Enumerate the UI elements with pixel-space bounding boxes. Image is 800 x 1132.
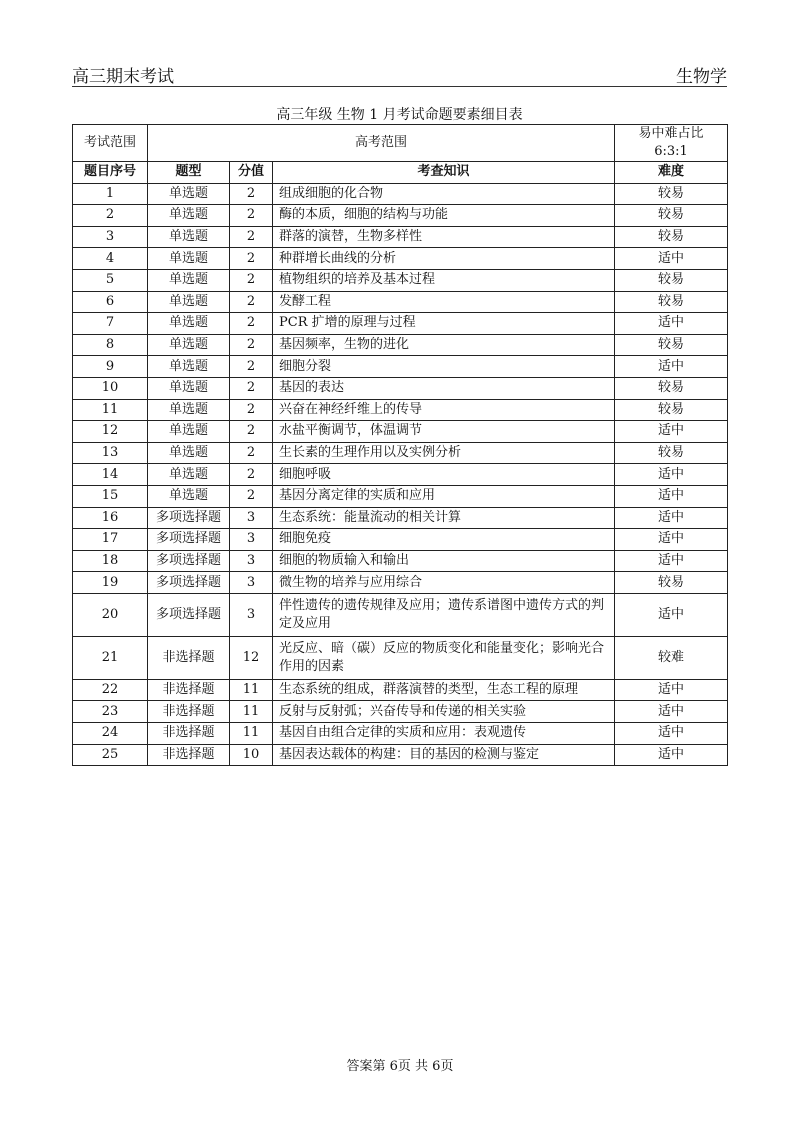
question-no: 7 [73, 313, 148, 335]
question-score: 2 [230, 377, 273, 399]
question-knowledge: 基因频率，生物的进化 [273, 334, 615, 356]
question-no: 12 [73, 421, 148, 443]
question-no: 2 [73, 205, 148, 227]
question-type: 单选题 [148, 313, 230, 335]
question-score: 2 [230, 269, 273, 291]
question-type: 单选题 [148, 183, 230, 205]
scope-label: 考试范围 [73, 125, 148, 162]
exam-name: 高三期末考试 [72, 67, 174, 87]
question-knowledge: PCR 扩增的原理与过程 [273, 313, 615, 335]
question-knowledge: 基因表达载体的构建：目的基因的检测与鉴定 [273, 744, 615, 766]
question-type: 单选题 [148, 205, 230, 227]
question-score: 3 [230, 572, 273, 594]
question-knowledge: 兴奋在神经纤维上的传导 [273, 399, 615, 421]
question-knowledge: 基因的表达 [273, 377, 615, 399]
question-knowledge: 基因自由组合定律的实质和应用：表观遗传 [273, 723, 615, 745]
question-knowledge: 微生物的培养与应用综合 [273, 572, 615, 594]
question-score: 2 [230, 399, 273, 421]
question-no: 3 [73, 226, 148, 248]
question-difficulty: 较易 [615, 291, 728, 313]
question-type: 单选题 [148, 226, 230, 248]
question-knowledge: 群落的演替，生物多样性 [273, 226, 615, 248]
question-score: 2 [230, 464, 273, 486]
table-row [73, 485, 728, 507]
table-row [73, 723, 728, 745]
question-no: 19 [73, 572, 148, 594]
question-type: 多项选择题 [148, 507, 230, 529]
question-difficulty: 适中 [615, 744, 728, 766]
question-no: 8 [73, 334, 148, 356]
question-difficulty: 较易 [615, 377, 728, 399]
question-knowledge: 发酵工程 [273, 291, 615, 313]
question-knowledge: 组成细胞的化合物 [273, 183, 615, 205]
table-row [73, 334, 728, 356]
question-difficulty: 适中 [615, 421, 728, 443]
table-row [73, 464, 728, 486]
question-difficulty: 较易 [615, 183, 728, 205]
question-no: 10 [73, 377, 148, 399]
question-knowledge: 基因分离定律的实质和应用 [273, 485, 615, 507]
question-type: 多项选择题 [148, 593, 230, 636]
question-score: 2 [230, 356, 273, 378]
question-difficulty: 适中 [615, 248, 728, 270]
question-difficulty: 较易 [615, 334, 728, 356]
question-no: 25 [73, 744, 148, 766]
page-footer: 答案第 6页 共 6页 [346, 1059, 454, 1074]
table-row [73, 356, 728, 378]
question-difficulty: 适中 [615, 593, 728, 636]
question-no: 6 [73, 291, 148, 313]
question-score: 2 [230, 291, 273, 313]
question-difficulty: 适中 [615, 507, 728, 529]
question-type: 单选题 [148, 464, 230, 486]
question-difficulty: 较易 [615, 572, 728, 594]
question-no: 21 [73, 636, 148, 679]
scope-row [73, 125, 728, 162]
question-difficulty: 适中 [615, 550, 728, 572]
question-type: 单选题 [148, 334, 230, 356]
question-knowledge: 水盐平衡调节，体温调节 [273, 421, 615, 443]
table-row [73, 183, 728, 205]
question-no: 13 [73, 442, 148, 464]
question-score: 2 [230, 334, 273, 356]
question-score: 2 [230, 205, 273, 227]
table-row [73, 377, 728, 399]
question-score: 12 [230, 636, 273, 679]
question-type: 单选题 [148, 269, 230, 291]
question-no: 18 [73, 550, 148, 572]
table-row [73, 701, 728, 723]
question-no: 24 [73, 723, 148, 745]
question-score: 3 [230, 593, 273, 636]
question-type: 单选题 [148, 356, 230, 378]
col-header-type: 题型 [148, 162, 230, 184]
question-type: 单选题 [148, 377, 230, 399]
question-difficulty: 适中 [615, 679, 728, 701]
question-type: 非选择题 [148, 723, 230, 745]
question-no: 22 [73, 679, 148, 701]
table-row [73, 205, 728, 227]
table-row [73, 529, 728, 551]
table-title: 高三年级 生物 1 月考试命题要素细目表 [276, 107, 523, 123]
question-knowledge: 细胞免疫 [273, 529, 615, 551]
table-row [73, 636, 728, 679]
question-difficulty: 适中 [615, 529, 728, 551]
table-row [73, 248, 728, 270]
table-row [73, 421, 728, 443]
question-knowledge: 反射与反射弧；兴奋传导和传递的相关实验 [273, 701, 615, 723]
table-body [73, 183, 728, 766]
question-score: 2 [230, 485, 273, 507]
question-difficulty: 适中 [615, 313, 728, 335]
question-difficulty: 适中 [615, 723, 728, 745]
spec-table [72, 124, 728, 766]
question-score: 10 [230, 744, 273, 766]
question-no: 14 [73, 464, 148, 486]
question-type: 多项选择题 [148, 572, 230, 594]
question-knowledge: 细胞呼吸 [273, 464, 615, 486]
question-type: 非选择题 [148, 679, 230, 701]
table-row [73, 313, 728, 335]
question-type: 单选题 [148, 421, 230, 443]
question-score: 2 [230, 248, 273, 270]
question-type: 非选择题 [148, 701, 230, 723]
question-no: 4 [73, 248, 148, 270]
question-no: 1 [73, 183, 148, 205]
table-row [73, 291, 728, 313]
question-no: 5 [73, 269, 148, 291]
question-knowledge: 细胞的物质输入和输出 [273, 550, 615, 572]
subject-name: 生物学 [676, 67, 727, 87]
question-knowledge: 酶的本质，细胞的结构与功能 [273, 205, 615, 227]
question-score: 2 [230, 183, 273, 205]
question-type: 单选题 [148, 485, 230, 507]
question-difficulty: 适中 [615, 701, 728, 723]
col-header-knowledge: 考查知识 [273, 162, 615, 184]
question-difficulty: 较易 [615, 269, 728, 291]
question-no: 16 [73, 507, 148, 529]
table-row [73, 507, 728, 529]
question-score: 11 [230, 723, 273, 745]
col-header-difficulty: 难度 [615, 162, 728, 184]
table-row [73, 572, 728, 594]
question-knowledge: 细胞分裂 [273, 356, 615, 378]
table-row [73, 399, 728, 421]
question-difficulty: 适中 [615, 356, 728, 378]
col-header-no: 题目序号 [73, 162, 148, 184]
question-knowledge: 种群增长曲线的分析 [273, 248, 615, 270]
table-row [73, 593, 728, 636]
question-score: 11 [230, 679, 273, 701]
question-score: 3 [230, 529, 273, 551]
table-row [73, 226, 728, 248]
question-difficulty: 适中 [615, 464, 728, 486]
table-row [73, 679, 728, 701]
question-difficulty: 较易 [615, 399, 728, 421]
table-row [73, 442, 728, 464]
scope-value: 高考范围 [148, 125, 615, 162]
question-knowledge: 生态系统：能量流动的相关计算 [273, 507, 615, 529]
question-type: 单选题 [148, 248, 230, 270]
question-no: 23 [73, 701, 148, 723]
question-knowledge: 植物组织的培养及基本过程 [273, 269, 615, 291]
question-no: 11 [73, 399, 148, 421]
question-type: 多项选择题 [148, 529, 230, 551]
question-no: 15 [73, 485, 148, 507]
table-row [73, 269, 728, 291]
question-knowledge: 生长素的生理作用以及实例分析 [273, 442, 615, 464]
question-no: 17 [73, 529, 148, 551]
question-no: 9 [73, 356, 148, 378]
question-score: 3 [230, 550, 273, 572]
question-difficulty: 较易 [615, 226, 728, 248]
question-type: 单选题 [148, 399, 230, 421]
page-header [72, 58, 727, 87]
question-difficulty: 较易 [615, 205, 728, 227]
question-knowledge: 生态系统的组成，群落演替的类型，生态工程的原理 [273, 679, 615, 701]
question-score: 2 [230, 442, 273, 464]
question-score: 2 [230, 421, 273, 443]
col-header-score: 分值 [230, 162, 273, 184]
question-type: 非选择题 [148, 744, 230, 766]
table-row [73, 550, 728, 572]
question-score: 2 [230, 226, 273, 248]
question-knowledge: 伴性遗传的遗传规律及应用；遗传系谱图中遗传方式的判定及应用 [273, 593, 615, 636]
question-score: 11 [230, 701, 273, 723]
difficulty-ratio: 易中难占比 6:3:1 [615, 125, 728, 162]
question-difficulty: 适中 [615, 485, 728, 507]
table-row [73, 744, 728, 766]
question-type: 单选题 [148, 291, 230, 313]
question-difficulty: 较难 [615, 636, 728, 679]
question-difficulty: 较易 [615, 442, 728, 464]
question-score: 3 [230, 507, 273, 529]
question-type: 单选题 [148, 442, 230, 464]
question-type: 多项选择题 [148, 550, 230, 572]
header-row [73, 162, 728, 184]
question-score: 2 [230, 313, 273, 335]
question-knowledge: 光反应、暗（碳）反应的物质变化和能量变化；影响光合作用的因素 [273, 636, 615, 679]
question-type: 非选择题 [148, 636, 230, 679]
question-no: 20 [73, 593, 148, 636]
